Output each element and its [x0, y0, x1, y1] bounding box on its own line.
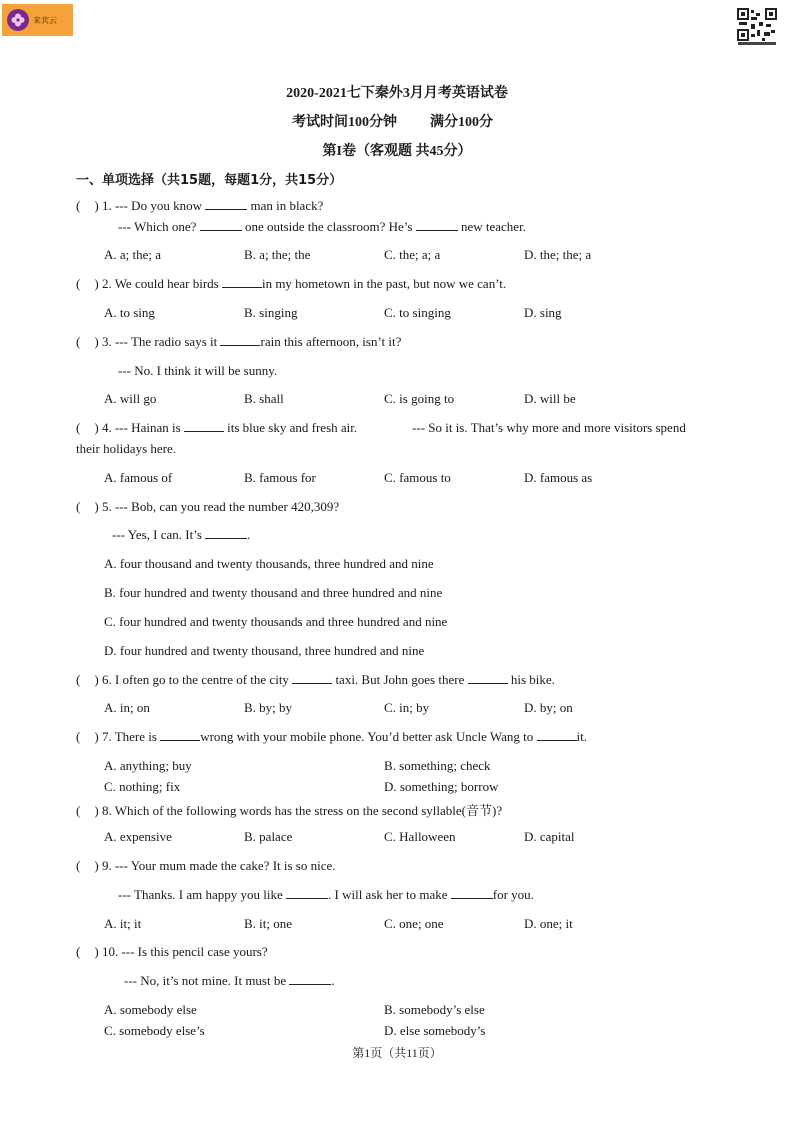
option-d[interactable]: D. four hundred and twenty thousand, three hundred and nine — [104, 643, 425, 658]
answer-bracket[interactable]: ( ) — [76, 729, 99, 744]
option-c[interactable]: C. the; a; a — [384, 247, 441, 262]
option-a[interactable]: A. somebody else — [104, 1002, 197, 1017]
question-1: ( ) 1. --- Do you know man in black? — [76, 198, 324, 213]
option-c[interactable]: C. four hundred and twenty thousands and three hundred and nine — [104, 614, 448, 629]
section-heading: 一、单项选择（共15题，每题1分，共15分） — [76, 173, 343, 188]
question-4-reply: --- So it is. That’s why more and more visitors spend — [412, 420, 686, 435]
option-b[interactable]: B. somebody’s else — [384, 1002, 485, 1017]
brand-logo — [2, 4, 73, 36]
answer-bracket[interactable]: ( ) — [76, 858, 99, 873]
question-5: ( ) 5. --- Bob, can you read the number 420,309? — [76, 499, 340, 514]
question-3: ( ) 3. --- The radio says it rain this afternoon, isn’t it? — [76, 334, 402, 349]
question-2: ( ) 2. We could hear birds in my hometown in the past, but now we can’t. — [76, 276, 507, 291]
exam-time: 考试时间100分钟 — [292, 115, 397, 130]
question-3-line-2: --- No. I think it will be sunny. — [118, 363, 278, 378]
exam-full-score: 满分100分 — [430, 115, 493, 130]
option-a[interactable]: A. a; the; a — [104, 247, 162, 262]
option-c[interactable]: C. famous to — [384, 470, 451, 485]
option-d[interactable]: D. capital — [524, 829, 575, 844]
option-b[interactable]: B. singing — [244, 305, 298, 320]
option-d[interactable]: D. will be — [524, 391, 576, 406]
option-c[interactable]: C. in; by — [384, 700, 430, 715]
option-b[interactable]: B. shall — [244, 391, 284, 406]
question-7: ( ) 7. There is wrong with your mobile phone. You’d better ask Uncle Wang to it. — [76, 729, 587, 744]
option-a[interactable]: A. famous of — [104, 470, 173, 485]
option-b[interactable]: B. by; by — [244, 700, 293, 715]
option-a[interactable]: A. it; it — [104, 916, 142, 931]
answer-bracket[interactable]: ( ) — [76, 672, 99, 687]
option-b[interactable]: B. something; check — [384, 758, 491, 773]
answer-bracket[interactable]: ( ) — [76, 944, 99, 959]
question-9-line-2: --- Thanks. I am happy you like . I will ask her to make for you. — [118, 887, 534, 902]
question-5-line-2: --- Yes, I can. It’s . — [112, 527, 251, 542]
brand-logo-text: 来宾云 — [33, 15, 57, 25]
option-d[interactable]: D. by; on — [524, 700, 573, 715]
qr-code-icon — [737, 8, 777, 46]
option-b[interactable]: B. it; one — [244, 916, 293, 931]
option-c[interactable]: C. Halloween — [384, 829, 456, 844]
question-4-line-2: their holidays here. — [76, 441, 176, 456]
option-d[interactable]: D. something; borrow — [384, 779, 499, 794]
option-d[interactable]: D. else somebody’s — [384, 1023, 486, 1038]
answer-bracket[interactable]: ( ) — [76, 420, 99, 435]
option-b[interactable]: B. a; the; the — [244, 247, 311, 262]
option-c[interactable]: C. somebody else’s — [104, 1023, 205, 1038]
answer-bracket[interactable]: ( ) — [76, 803, 99, 818]
question-1-line-2: --- Which one? one outside the classroom? He’s new teacher. — [118, 219, 526, 234]
question-10-line-2: --- No, it’s not mine. It must be . — [124, 973, 335, 988]
exam-title: 2020-2021七下秦外3月月考英语试卷 — [286, 86, 508, 101]
option-b[interactable]: B. famous for — [244, 470, 316, 485]
question-8: ( ) 8. Which of the following words has the stress on the second syllable(音节)? — [76, 803, 503, 818]
question-4: ( ) 4. --- Hainan is its blue sky and fresh air. — [76, 420, 358, 435]
option-d[interactable]: D. sing — [524, 305, 562, 320]
question-9: ( ) 9. --- Your mum made the cake? It is so nice. — [76, 858, 336, 873]
option-c[interactable]: C. one; one — [384, 916, 444, 931]
question-10: ( ) 10. --- Is this pencil case yours? — [76, 944, 268, 959]
option-a[interactable]: A. four thousand and twenty thousands, three hundred and nine — [104, 556, 434, 571]
option-a[interactable]: A. expensive — [104, 829, 172, 844]
option-c[interactable]: C. to singing — [384, 305, 451, 320]
option-d[interactable]: D. famous as — [524, 470, 593, 485]
option-c[interactable]: C. is going to — [384, 391, 455, 406]
answer-bracket[interactable]: ( ) — [76, 499, 99, 514]
page-number: 第1页（共11页） — [352, 1046, 442, 1060]
option-a[interactable]: A. in; on — [104, 700, 150, 715]
option-b[interactable]: B. four hundred and twenty thousand and three hundred and nine — [104, 585, 443, 600]
clover-logo-icon — [7, 9, 29, 31]
question-6: ( ) 6. I often go to the centre of the city taxi. But John goes there his bike. — [76, 672, 555, 687]
option-d[interactable]: D. one; it — [524, 916, 573, 931]
option-a[interactable]: A. will go — [104, 391, 157, 406]
option-d[interactable]: D. the; the; a — [524, 247, 592, 262]
option-a[interactable]: A. anything; buy — [104, 758, 192, 773]
answer-bracket[interactable]: ( ) — [76, 198, 99, 213]
option-c[interactable]: C. nothing; fix — [104, 779, 181, 794]
option-a[interactable]: A. to sing — [104, 305, 155, 320]
answer-bracket[interactable]: ( ) — [76, 276, 99, 291]
part-title: 第I卷（客观题 共45分） — [322, 144, 472, 159]
option-b[interactable]: B. palace — [244, 829, 293, 844]
answer-bracket[interactable]: ( ) — [76, 334, 99, 349]
